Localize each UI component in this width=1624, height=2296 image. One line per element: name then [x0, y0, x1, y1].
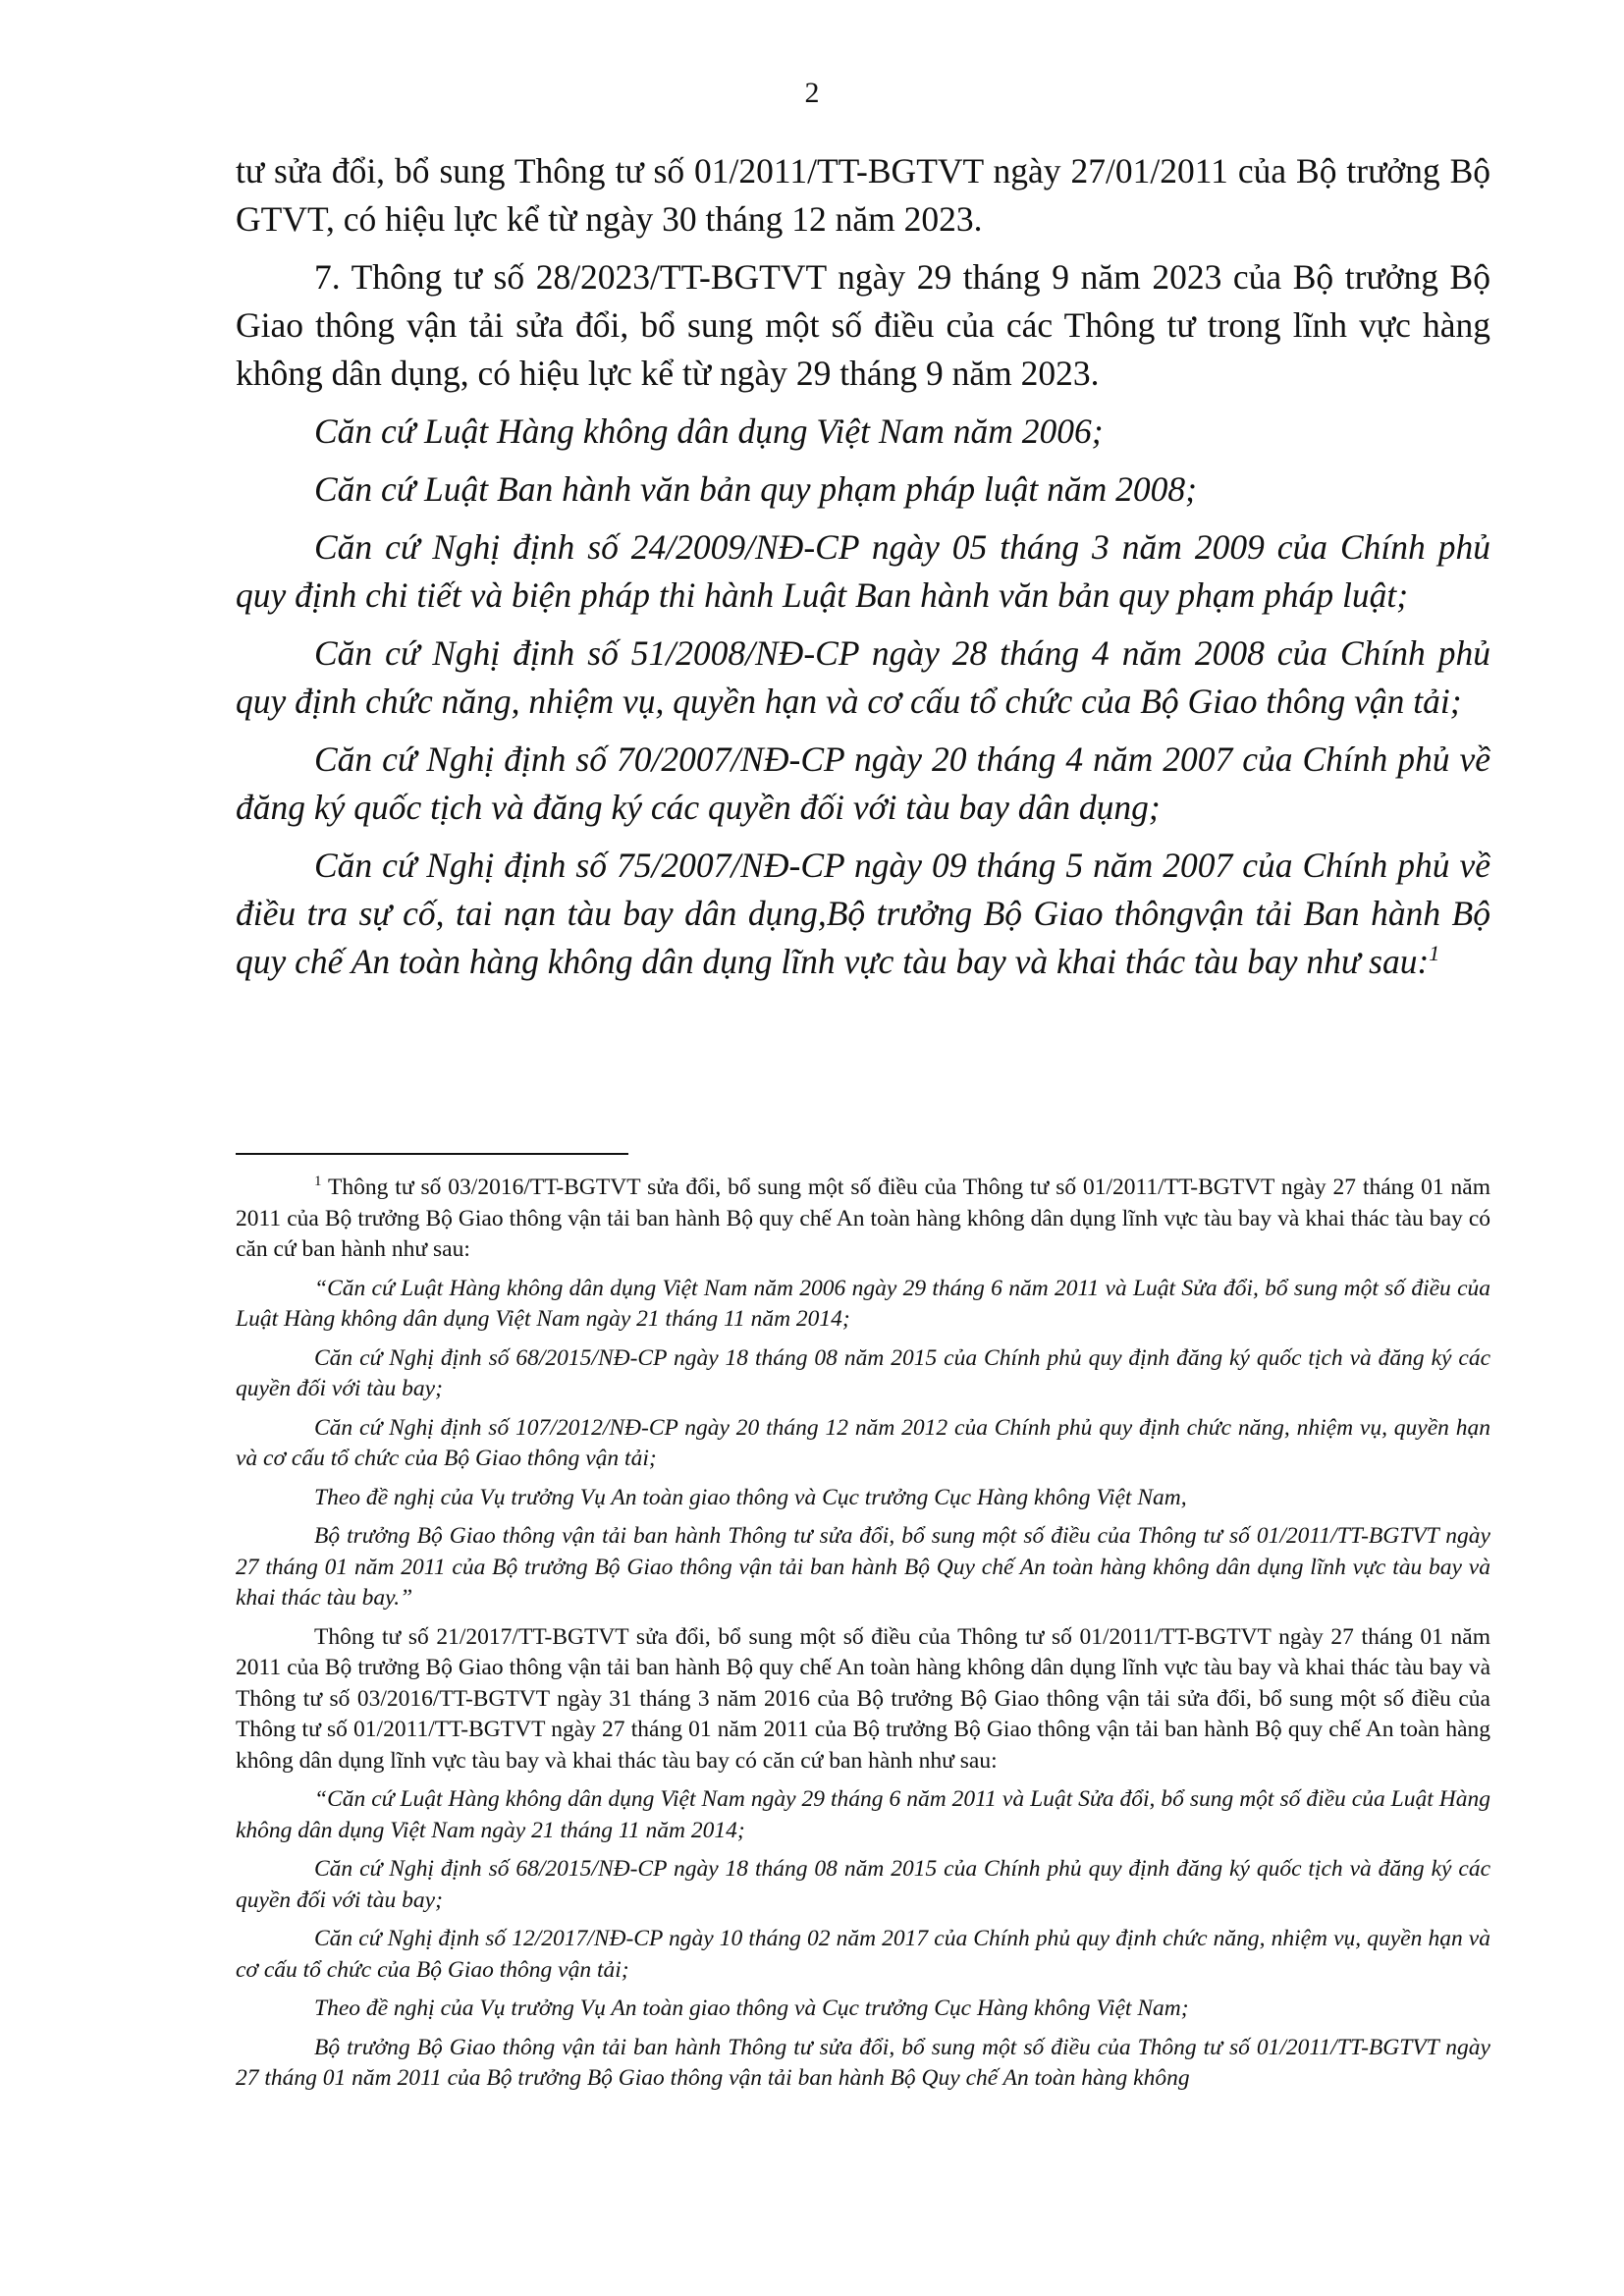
footnotes [236, 1173, 1490, 2103]
page-number: 2 [804, 77, 820, 109]
legal-basis-aviation-law: Căn cứ Luật Hàng không dân dụng Việt Nam năm 2006; [314, 411, 1104, 451]
footnote-quote: Theo đề nghị của Vụ trưởng Vụ An toàn giao thông và Cục trưởng Cục Hàng không Việt Nam, [314, 1484, 1187, 1510]
footnote-paragraph: Thông tư số 21/2017/TT-BGTVT sửa đổi, bổ sung một số điều của Thông tư số 01/2011/TT-BGTVT ngày 27 tháng 01 năm 2011 của Bộ trưởng Bộ Giao thông vận tải ban hành Bộ quy chế An toàn hàng không dân dụng lĩnh vực tàu bay và khai thác tàu bay và Thông tư số 03/2016/TT-BGTVT ngày 31 tháng 3 năm 2016 của Bộ trưởng Bộ Giao thông vận tải sửa đổi, bổ sung một số điều của Thông tư số 01/2011/TT-BGTVT ngày 27 tháng 01 năm 2011 của Bộ trưởng Bộ Giao thông vận tải ban hành Bộ quy chế An toàn hàng không dân dụng lĩnh vực tàu bay và khai thác tàu bay có căn cứ ban hành như sau: [236, 1623, 1490, 1774]
footnote-quote: Bộ trưởng Bộ Giao thông vận tải ban hành Thông tư sửa đổi, bổ sung một số điều của Thông tư số 01/2011/TT-BGTVT ngày 27 tháng 01 năm 2011 của Bộ trưởng Bộ Giao thông vận tải ban hành Bộ Quy chế An toàn hàng không dân dụng lĩnh vực tàu bay và khai thác tàu bay.” [236, 1523, 1490, 1611]
footnote-paragraph [236, 1173, 1490, 1266]
footnote-quote: Căn cứ Nghị định số 107/2012/NĐ-CP ngày 20 tháng 12 năm 2012 của Chính phủ quy định chức năng, nhiệm vụ, quyền hạn và cơ cấu tổ chức của Bộ Giao thông vận tải; [236, 1414, 1490, 1471]
footnote-quote: Căn cứ Nghị định số 68/2015/NĐ-CP ngày 18 tháng 08 năm 2015 của Chính phủ quy định đăng ký quốc tịch và đăng ký các quyền đối với tàu bay; [236, 1856, 1490, 1913]
footnote-quote: “Căn cứ Luật Hàng không dân dụng Việt Nam năm 2006 ngày 29 tháng 6 năm 2011 và Luật Sửa đổi, bổ sung một số điều của Luật Hàng không dân dụng Việt Nam ngày 21 tháng 11 năm 2014; [236, 1275, 1490, 1332]
main-text [236, 147, 1490, 996]
legal-basis-legislation-law: Căn cứ Luật Ban hành văn bản quy phạm pháp luật năm 2008; [314, 469, 1197, 509]
legal-basis-decree-51-2008: Căn cứ Nghị định số 51/2008/NĐ-CP ngày 28 tháng 4 năm 2008 của Chính phủ quy định chức năng, nhiệm vụ, quyền hạn và cơ cấu tổ chức của Bộ Giao thông vận tải; [236, 633, 1490, 721]
paragraph-item-7: 7. Thông tư số 28/2023/TT-BGTVT ngày 29 tháng 9 năm 2023 của Bộ trưởng Bộ Giao thông vận tải sửa đổi, bổ sung một số điều của các Thông tư trong lĩnh vực hàng không dân dụng, có hiệu lực kể từ ngày 29 tháng 9 năm 2023. [236, 257, 1490, 393]
footnote-marker: 1 [314, 1174, 322, 1190]
footnote-separator [236, 1153, 628, 1155]
footnote-quote: Căn cứ Nghị định số 12/2017/NĐ-CP ngày 10 tháng 02 năm 2017 của Chính phủ quy định chức năng, nhiệm vụ, quyền hạn và cơ cấu tổ chức của Bộ Giao thông vận tải; [236, 1926, 1490, 1983]
footnote-reference[interactable]: 1 [1429, 941, 1440, 966]
footnote-quote: Theo đề nghị của Vụ trưởng Vụ An toàn giao thông và Cục trưởng Cục Hàng không Việt Nam; [314, 1995, 1189, 2021]
footnote-quote: Bộ trưởng Bộ Giao thông vận tải ban hành Thông tư sửa đổi, bổ sung một số điều của Thông tư số 01/2011/TT-BGTVT ngày 27 tháng 01 năm 2011 của Bộ trưởng Bộ Giao thông vận tải ban hành Bộ Quy chế An toàn hàng không [236, 2034, 1490, 2091]
footnote-quote: “Căn cứ Luật Hàng không dân dụng Việt Nam ngày 29 tháng 6 năm 2011 và Luật Sửa đổi, bổ sung một số điều của Luật Hàng không dân dụng Việt Nam ngày 21 tháng 11 năm 2014; [236, 1786, 1490, 1843]
footnote-text: Thông tư số 03/2016/TT-BGTVT sửa đổi, bổ sung một số điều của Thông tư số 01/2011/TT-BGTVT ngày 27 tháng 01 năm 2011 của Bộ trưởng Bộ Giao thông vận tải ban hành Bộ quy chế An toàn hàng không dân dụng lĩnh vực tàu bay và khai thác tàu bay có căn cứ ban hành như sau: [236, 1175, 1490, 1262]
legal-basis-decree-75-2007 [236, 842, 1490, 986]
legal-basis-decree-24-2009: Căn cứ Nghị định số 24/2009/NĐ-CP ngày 05 tháng 3 năm 2009 của Chính phủ quy định chi tiết và biện pháp thi hành Luật Ban hành văn bản quy phạm pháp luật; [236, 527, 1490, 615]
paragraph-text: Căn cứ Nghị định số 75/2007/NĐ-CP ngày 09 tháng 5 năm 2007 của Chính phủ về điều tra sự cố, tai nạn tàu bay dân dụng,Bộ trưởng Bộ Giao thôngvận tải Ban hành Bộ quy chế An toàn hàng không dân dụng lĩnh vực tàu bay và khai thác tàu bay như sau: [236, 846, 1490, 981]
footnote-quote: Căn cứ Nghị định số 68/2015/NĐ-CP ngày 18 tháng 08 năm 2015 của Chính phủ quy định đăng ký quốc tịch và đăng ký các quyền đối với tàu bay; [236, 1344, 1490, 1401]
paragraph-continuation: tư sửa đổi, bổ sung Thông tư số 01/2011/TT-BGTVT ngày 27/01/2011 của Bộ trưởng Bộ GTVT, có hiệu lực kể từ ngày 30 tháng 12 năm 2023. [236, 151, 1490, 239]
legal-basis-decree-70-2007: Căn cứ Nghị định số 70/2007/NĐ-CP ngày 20 tháng 4 năm 2007 của Chính phủ về đăng ký quốc tịch và đăng ký các quyền đối với tàu bay dân dụng; [236, 739, 1490, 827]
